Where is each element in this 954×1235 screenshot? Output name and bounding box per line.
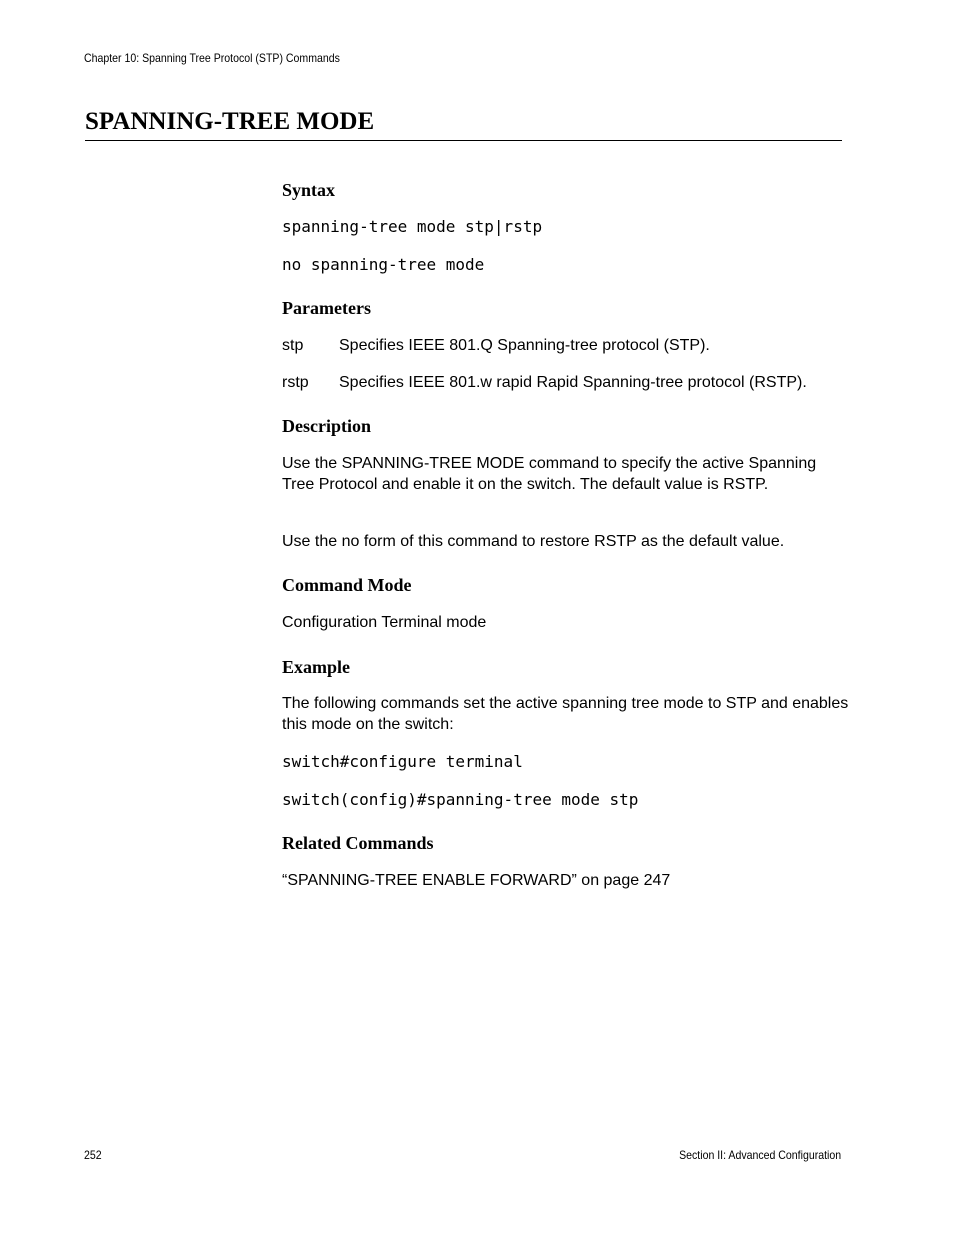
related-commands-heading: Related Commands (282, 833, 434, 853)
page-number: 252 (84, 1148, 102, 1162)
parameter-name: rstp (282, 374, 309, 391)
page-title: SPANNING-TREE MODE (85, 108, 375, 135)
parameter-description: Specifies IEEE 801.w rapid Rapid Spanning-tree protocol (RSTP). (339, 374, 807, 391)
footer-section: Section II: Advanced Configuration (678, 1148, 841, 1162)
example-text: The following commands set the active spanning tree mode to STP and enables this mode on the switch: (282, 695, 849, 733)
parameter-description: Specifies IEEE 801.Q Spanning-tree protocol (STP). (339, 337, 710, 354)
parameter-name: stp (282, 337, 304, 354)
syntax-line: spanning-tree mode stp|rstp (282, 217, 543, 236)
command-mode-heading: Command Mode (282, 575, 412, 595)
parameters-heading: Parameters (282, 298, 371, 318)
example-code-line: switch#configure terminal (282, 752, 523, 771)
syntax-heading: Syntax (282, 180, 336, 200)
example-heading: Example (282, 657, 351, 677)
description-paragraph: Use the no form of this command to restore RSTP as the default value. (282, 533, 785, 550)
syntax-line: no spanning-tree mode (282, 255, 485, 274)
description-paragraph: Use the SPANNING-TREE MODE command to specify the active Spanning Tree Protocol and enable it on the switch. The default value is RSTP. (282, 455, 817, 493)
title-rule (85, 140, 842, 141)
related-command-link[interactable]: “SPANNING-TREE ENABLE FORWARD” on page 247 (282, 872, 671, 889)
command-mode-text: Configuration Terminal mode (282, 614, 487, 631)
running-header: Chapter 10: Spanning Tree Protocol (STP) Commands (84, 51, 340, 65)
description-heading: Description (282, 416, 371, 436)
example-code-line: switch(config)#spanning-tree mode stp (282, 790, 639, 809)
